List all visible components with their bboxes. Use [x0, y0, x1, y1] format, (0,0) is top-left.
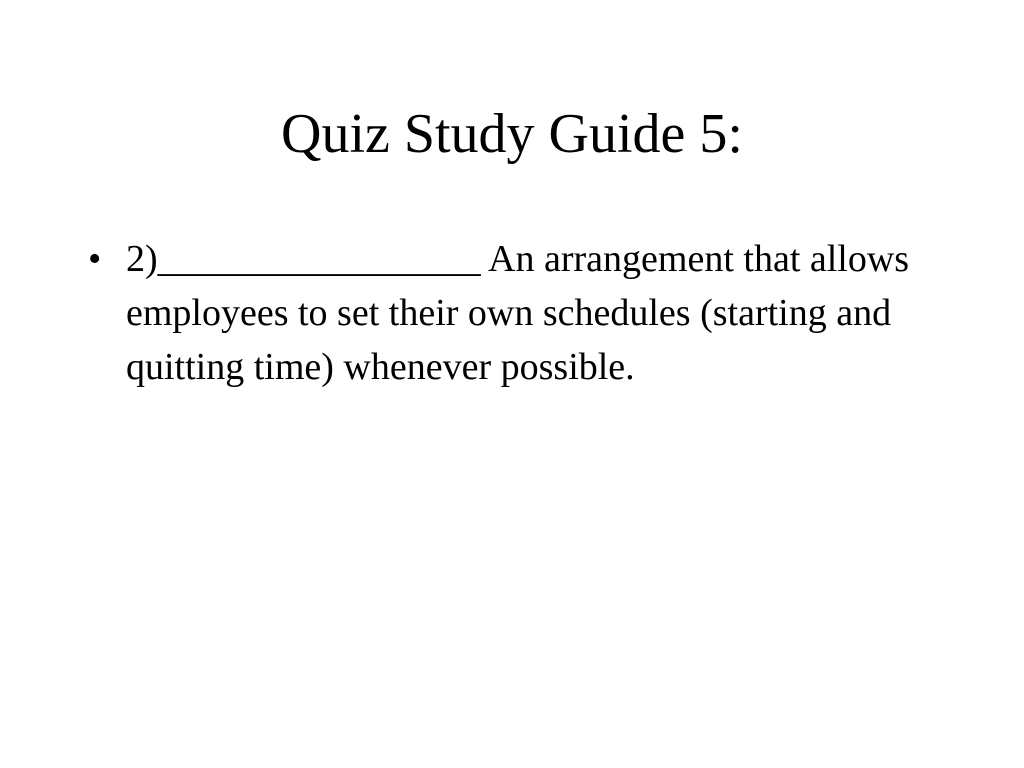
slide-title: Quiz Study Guide 5: — [281, 103, 743, 165]
bullet-list — [88, 232, 958, 394]
bullet-text: 2)_________________ An arrangement that allows employees to set their own schedules (starting and quitting time) whenever possible. — [126, 238, 910, 388]
bullet-item — [88, 232, 958, 394]
bullet-marker: • — [88, 238, 102, 280]
